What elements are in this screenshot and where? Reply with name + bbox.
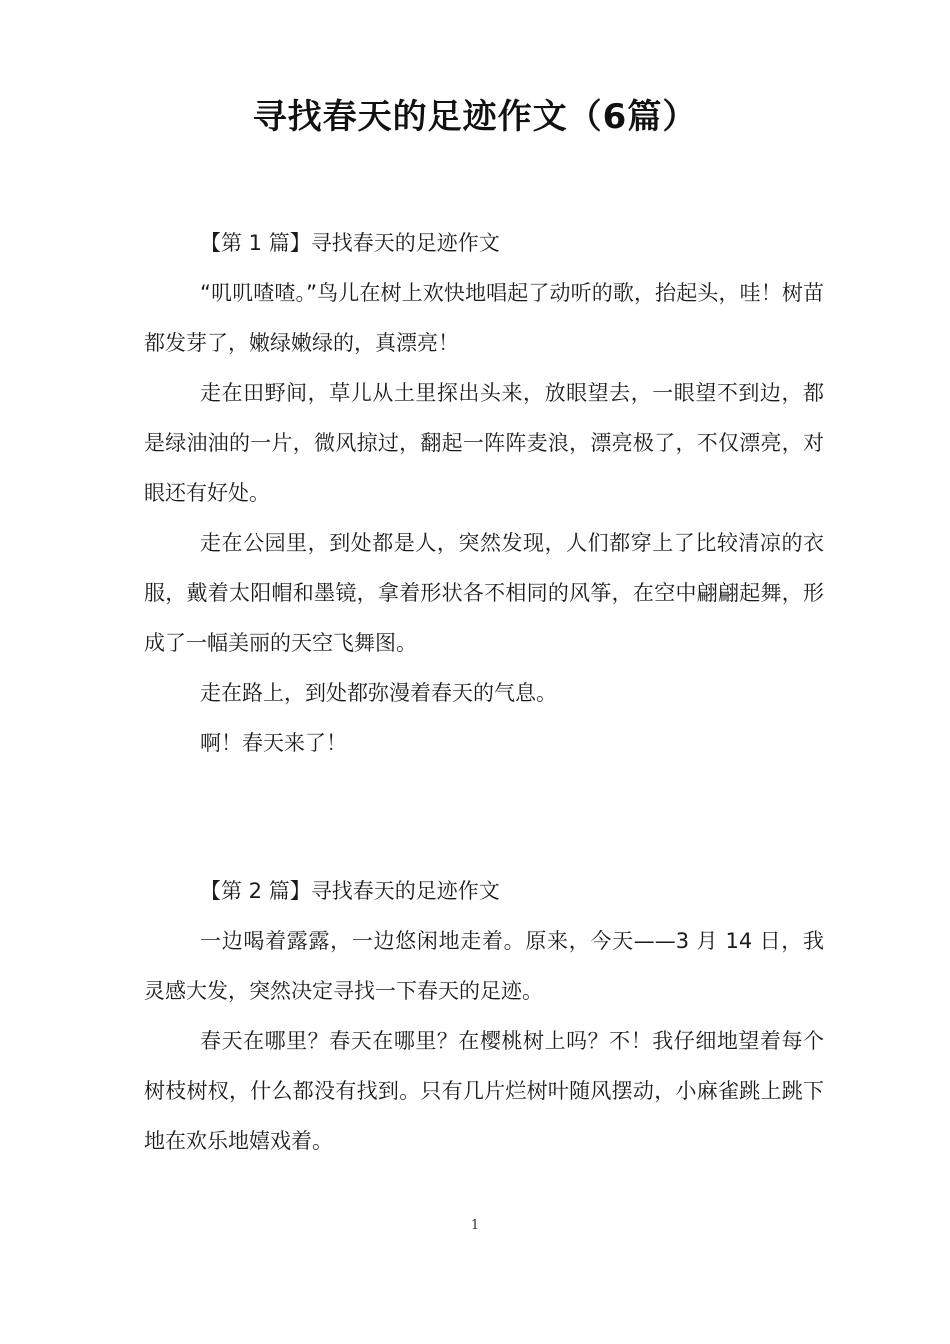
paragraph: “叽叽喳喳。”鸟儿在树上欢快地唱起了动听的歌，抬起头，哇！树苗都发芽了，嫩绿嫩绿的，真漂亮！ (144, 281, 824, 355)
paragraph: 啊！春天来了！ (200, 731, 347, 755)
paragraph: 走在公园里，到处都是人，突然发现，人们都穿上了比较清凉的衣服，戴着太阳帽和墨镜，拿着形状各不相同的风筝，在空中翩翩起舞，形成了一幅美丽的天空飞舞图。 (144, 531, 824, 655)
section-heading: 【第 1 篇】寻找春天的足迹作文 (200, 231, 500, 255)
page-number: 1 (470, 1218, 480, 1233)
document-title: 寻找春天的足迹作文（6篇） (252, 97, 698, 137)
paragraph: 走在路上，到处都弥漫着春天的气息。 (200, 681, 557, 705)
paragraph: 一边喝着露露，一边悠闲地走着。原来，今天——3 月 14 日，我灵感大发，突然决定寻找一下春天的足迹。 (144, 929, 824, 1003)
paragraph: 走在田野间，草儿从土里探出头来，放眼望去，一眼望不到边，都是绿油油的一片，微风掠过，翻起一阵阵麦浪，漂亮极了，不仅漂亮，对眼还有好处。 (144, 381, 824, 505)
paragraph: 春天在哪里？春天在哪里？在樱桃树上吗？不！我仔细地望着每个树枝树杈，什么都没有找到。只有几片烂树叶随风摆动，小麻雀跳上跳下地在欢乐地嬉戏着。 (144, 1029, 824, 1153)
section-heading: 【第 2 篇】寻找春天的足迹作文 (200, 879, 500, 903)
essay-section-2 (144, 866, 824, 1166)
essay-section-1 (144, 218, 824, 768)
